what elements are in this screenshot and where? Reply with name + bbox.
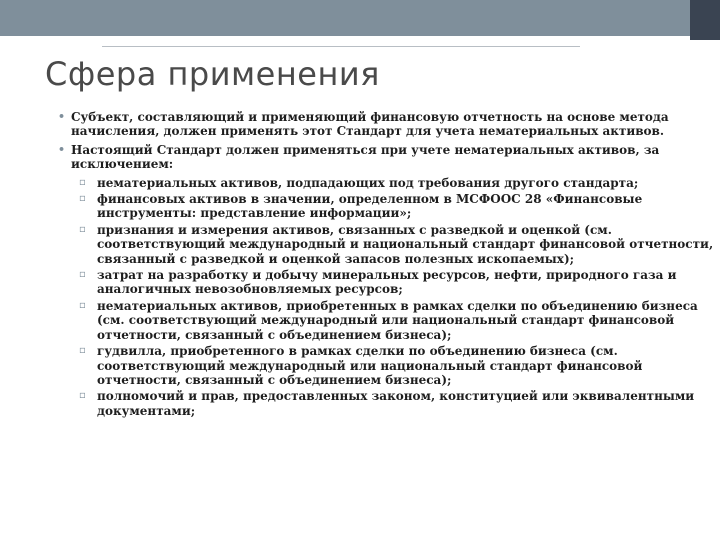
bullet-text: Настоящий Стандарт должен применяться при учете нематериальных активов, за исключением: <box>71 142 660 172</box>
sub-bullet-icon: ▫ <box>79 269 86 281</box>
bullet-icon: • <box>58 142 66 156</box>
header-bar-main <box>0 0 690 40</box>
sub-bullet-text: полномочий и прав, предоставленных законом, конституцией или эквивалентными документами; <box>97 389 695 418</box>
sub-bullet-item <box>58 223 718 266</box>
sub-bullet-icon: ▫ <box>79 345 86 357</box>
header-bar <box>0 0 720 40</box>
sub-bullet-item <box>58 389 718 418</box>
sub-bullet-item <box>58 344 718 387</box>
sub-bullet-item <box>58 192 718 221</box>
sub-bullet-text: нематериальных активов, приобретенных в рамках сделки по объединению бизнеса (см. соответствующий международный или национальный стандарт финансовой отчетности, связанный с объединением бизнеса); <box>97 298 698 342</box>
bullet-item <box>58 143 718 172</box>
sub-bullet-text: признания и измерения активов, связанных с разведкой и оценкой (см. соответствующий международный и национальный стандарт финансовой отчетности, связанный с разведкой и оценкой запасов полезных ископаемых); <box>97 222 714 266</box>
exceptions-list <box>58 176 718 419</box>
sub-bullet-text: гудвилла, приобретенного в рамках сделки по объединению бизнеса (см. соответствующий международный или национальный стандарт финансовой отчетности, связанный с объединением бизнеса); <box>97 344 643 387</box>
sub-bullet-item <box>58 176 718 190</box>
sub-bullet-icon: ▫ <box>79 193 86 205</box>
slide-body <box>58 110 718 420</box>
sub-bullet-text: нематериальных активов, подпадающих под требования другого стандарта; <box>97 175 639 190</box>
bullet-item <box>58 110 718 139</box>
title-divider <box>102 46 580 47</box>
bullet-text: Субъект, составляющий и применяющий финансовую отчетность на основе метода начисления, должен применять этот Стандарт для учета нематериальных активов. <box>71 110 669 139</box>
sub-bullet-icon: ▫ <box>79 390 86 402</box>
sub-bullet-item <box>58 299 718 342</box>
sub-bullet-item <box>58 268 718 297</box>
bullet-icon: • <box>58 110 66 123</box>
sub-bullet-icon: ▫ <box>79 223 86 235</box>
sub-bullet-icon: ▫ <box>79 176 86 188</box>
sub-bullet-text: затрат на разработку и добычу минеральных ресурсов, нефти, природного газа и аналогичных невозобновляемых ресурсов; <box>97 268 677 297</box>
header-bar-accent <box>690 0 720 40</box>
slide-title: Сфера применения <box>45 55 380 93</box>
sub-bullet-icon: ▫ <box>79 299 86 311</box>
sub-bullet-text: финансовых активов в значении, определенном в МСФООС 28 «Финансовые инструменты: представление информации»; <box>97 192 643 221</box>
